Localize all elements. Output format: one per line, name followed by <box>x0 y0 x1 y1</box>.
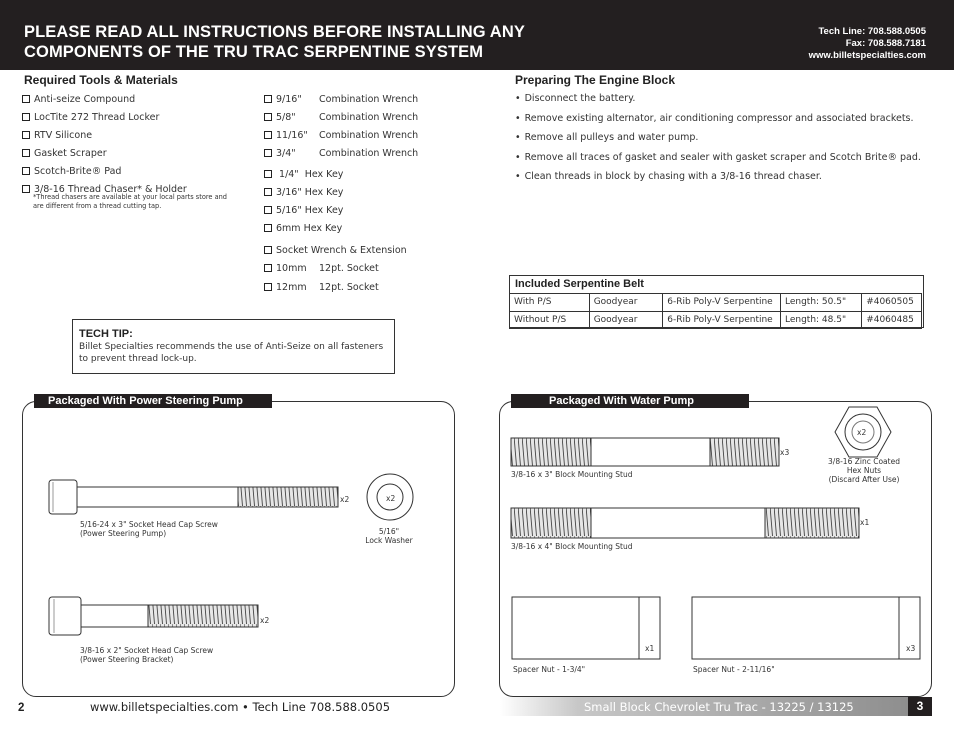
tool-item[interactable]: Gasket Scraper <box>22 147 107 159</box>
checkbox[interactable] <box>264 206 272 214</box>
ps-bolt2-caption: 3/8-16 x 2" Socket Head Cap Screw (Power Steering Bracket) <box>80 646 214 664</box>
prep-steps <box>515 93 935 191</box>
nut-caption: 3/8-16 Zinc Coated Hex Nuts (Discard After Use) <box>828 457 900 484</box>
header-contact <box>809 26 926 62</box>
stud2-qty: x1 <box>860 518 870 527</box>
spacer-nut-short-icon <box>511 596 663 660</box>
socket-wrench-item[interactable]: Socket Wrench & Extension <box>264 244 407 256</box>
ps-bolt-3in-icon <box>48 476 343 518</box>
socket-item[interactable]: 12mm 12pt. Socket <box>264 281 307 293</box>
checkbox[interactable] <box>264 170 272 178</box>
prep-step: • Clean threads in block by chasing with a 3/8-16 thread chaser. <box>515 171 935 191</box>
checkbox[interactable] <box>22 113 30 121</box>
wrench-item[interactable]: 9/16" Combination Wrench <box>264 93 302 105</box>
hex-key-item[interactable]: 6mm Hex Key <box>264 222 342 234</box>
hex-key-item[interactable]: 1/4" Hex Key <box>264 168 343 180</box>
tool-item[interactable]: Scotch-Brite® Pad <box>22 165 121 177</box>
footer-left-text[interactable]: www.billetspecialties.com • Tech Line 708.588.0505 <box>90 700 391 714</box>
checkbox[interactable] <box>22 131 30 139</box>
nut-qty: x2 <box>857 428 867 437</box>
stud1-qty: x3 <box>780 448 790 457</box>
tech-line: Tech Line: 708.588.0505 <box>818 26 926 37</box>
table-cell: Without P/S <box>510 311 590 329</box>
table-cell: 6-Rib Poly-V Serpentine <box>663 311 781 329</box>
ps-panel-label: Packaged With Power Steering Pump <box>34 394 272 408</box>
table-cell: Goodyear <box>589 294 663 312</box>
prep-step: • Disconnect the battery. <box>515 93 935 113</box>
checkbox[interactable] <box>264 188 272 196</box>
hex-key-item[interactable]: 3/16" Hex Key <box>264 186 343 198</box>
table-row <box>510 311 922 329</box>
table-cell: #4060485 <box>862 311 922 329</box>
table-cell: Goodyear <box>589 311 663 329</box>
page-number-right: 3 <box>908 697 932 716</box>
wrench-item[interactable]: 5/8" Combination Wrench <box>264 111 296 123</box>
checkbox[interactable] <box>22 185 30 193</box>
page-title <box>24 22 525 62</box>
prep-step: • Remove all traces of gasket and sealer with gasket scraper and Scotch Brite® pad. <box>515 152 935 172</box>
spacer1-qty: x1 <box>645 644 655 653</box>
spacer2-caption: Spacer Nut - 2-11/16" <box>693 665 775 674</box>
tech-tip-text: Billet Specialties recommends the use of Anti-Seize on all fasteners to prevent thread lock-up. <box>79 342 384 364</box>
stud2-caption: 3/8-16 x 4" Block Mounting Stud <box>511 542 633 551</box>
table-cell: With P/S <box>510 294 590 312</box>
tools-title: Required Tools & Materials <box>24 73 178 87</box>
title-line-1: PLEASE READ ALL INSTRUCTIONS BEFORE INSTALLING ANY <box>24 23 525 41</box>
prep-step: • Remove all pulleys and water pump. <box>515 132 935 152</box>
table-cell: Length: 48.5" <box>780 311 861 329</box>
table-cell: #4060505 <box>862 294 922 312</box>
wrench-item[interactable]: 11/16" Combination Wrench <box>264 129 308 141</box>
wp-panel-label: Packaged With Water Pump <box>511 394 749 408</box>
checkbox[interactable] <box>264 283 272 291</box>
table-cell: 6-Rib Poly-V Serpentine <box>663 294 781 312</box>
thread-chaser-note: *Thread chasers are available at your local parts store and are different from a thread cutting tap. <box>33 193 227 210</box>
table-row <box>510 294 922 312</box>
title-line-2: COMPONENTS OF THE TRU TRAC SERPENTINE SYSTEM <box>24 43 484 61</box>
ps-bolt1-qty: x2 <box>340 495 350 504</box>
spacer2-qty: x3 <box>906 644 916 653</box>
checkbox[interactable] <box>264 264 272 272</box>
tech-tip-box <box>72 319 395 374</box>
checkbox[interactable] <box>264 95 272 103</box>
hex-key-item[interactable]: 5/16" Hex Key <box>264 204 343 216</box>
prep-title: Preparing The Engine Block <box>515 73 676 87</box>
table-cell: Length: 50.5" <box>780 294 861 312</box>
ps-bolt-2in-icon <box>48 594 263 638</box>
tech-tip-title: TECH TIP: <box>79 328 133 340</box>
tool-item[interactable]: 3/8-16 Thread Chaser* & Holder <box>22 183 187 195</box>
washer-qty: x2 <box>386 494 396 503</box>
checkbox[interactable] <box>264 131 272 139</box>
footer-left <box>18 700 24 714</box>
checkbox[interactable] <box>264 246 272 254</box>
belt-title: Included Serpentine Belt <box>515 278 644 290</box>
page-number-left: 2 <box>18 702 25 714</box>
belt-box <box>509 275 924 328</box>
stud1-caption: 3/8-16 x 3" Block Mounting Stud <box>511 470 633 479</box>
socket-item[interactable]: 10mm 12pt. Socket <box>264 262 307 274</box>
tool-item[interactable]: Anti-seize Compound <box>22 93 135 105</box>
tool-item[interactable]: RTV Silicone <box>22 129 92 141</box>
fax-line: Fax: 708.588.7181 <box>845 38 926 49</box>
stud-4in-icon <box>510 506 862 540</box>
ps-bolt1-caption: 5/16-24 x 3" Socket Head Cap Screw (Power Steering Pump) <box>80 520 218 538</box>
spacer-nut-long-icon <box>691 596 923 660</box>
checkbox[interactable] <box>264 113 272 121</box>
washer-caption: 5/16" Lock Washer <box>365 527 413 545</box>
checkbox[interactable] <box>22 167 30 175</box>
website-link[interactable]: www.billetspecialties.com <box>808 50 926 61</box>
tool-item[interactable]: LocTite 272 Thread Locker <box>22 111 159 123</box>
checkbox[interactable] <box>264 224 272 232</box>
prep-step: • Remove existing alternator, air conditioning compressor and associated brackets. <box>515 113 935 133</box>
wrench-item[interactable]: 3/4" Combination Wrench <box>264 147 296 159</box>
ps-bolt2-qty: x2 <box>260 616 270 625</box>
footer-right-text: Small Block Chevrolet Tru Trac - 13225 / 13125 <box>584 700 854 714</box>
checkbox[interactable] <box>22 149 30 157</box>
stud-3in-icon <box>510 436 782 468</box>
checkbox[interactable] <box>264 149 272 157</box>
spacer1-caption: Spacer Nut - 1-3/4" <box>513 665 586 674</box>
checkbox[interactable] <box>22 95 30 103</box>
belt-table <box>509 293 922 329</box>
